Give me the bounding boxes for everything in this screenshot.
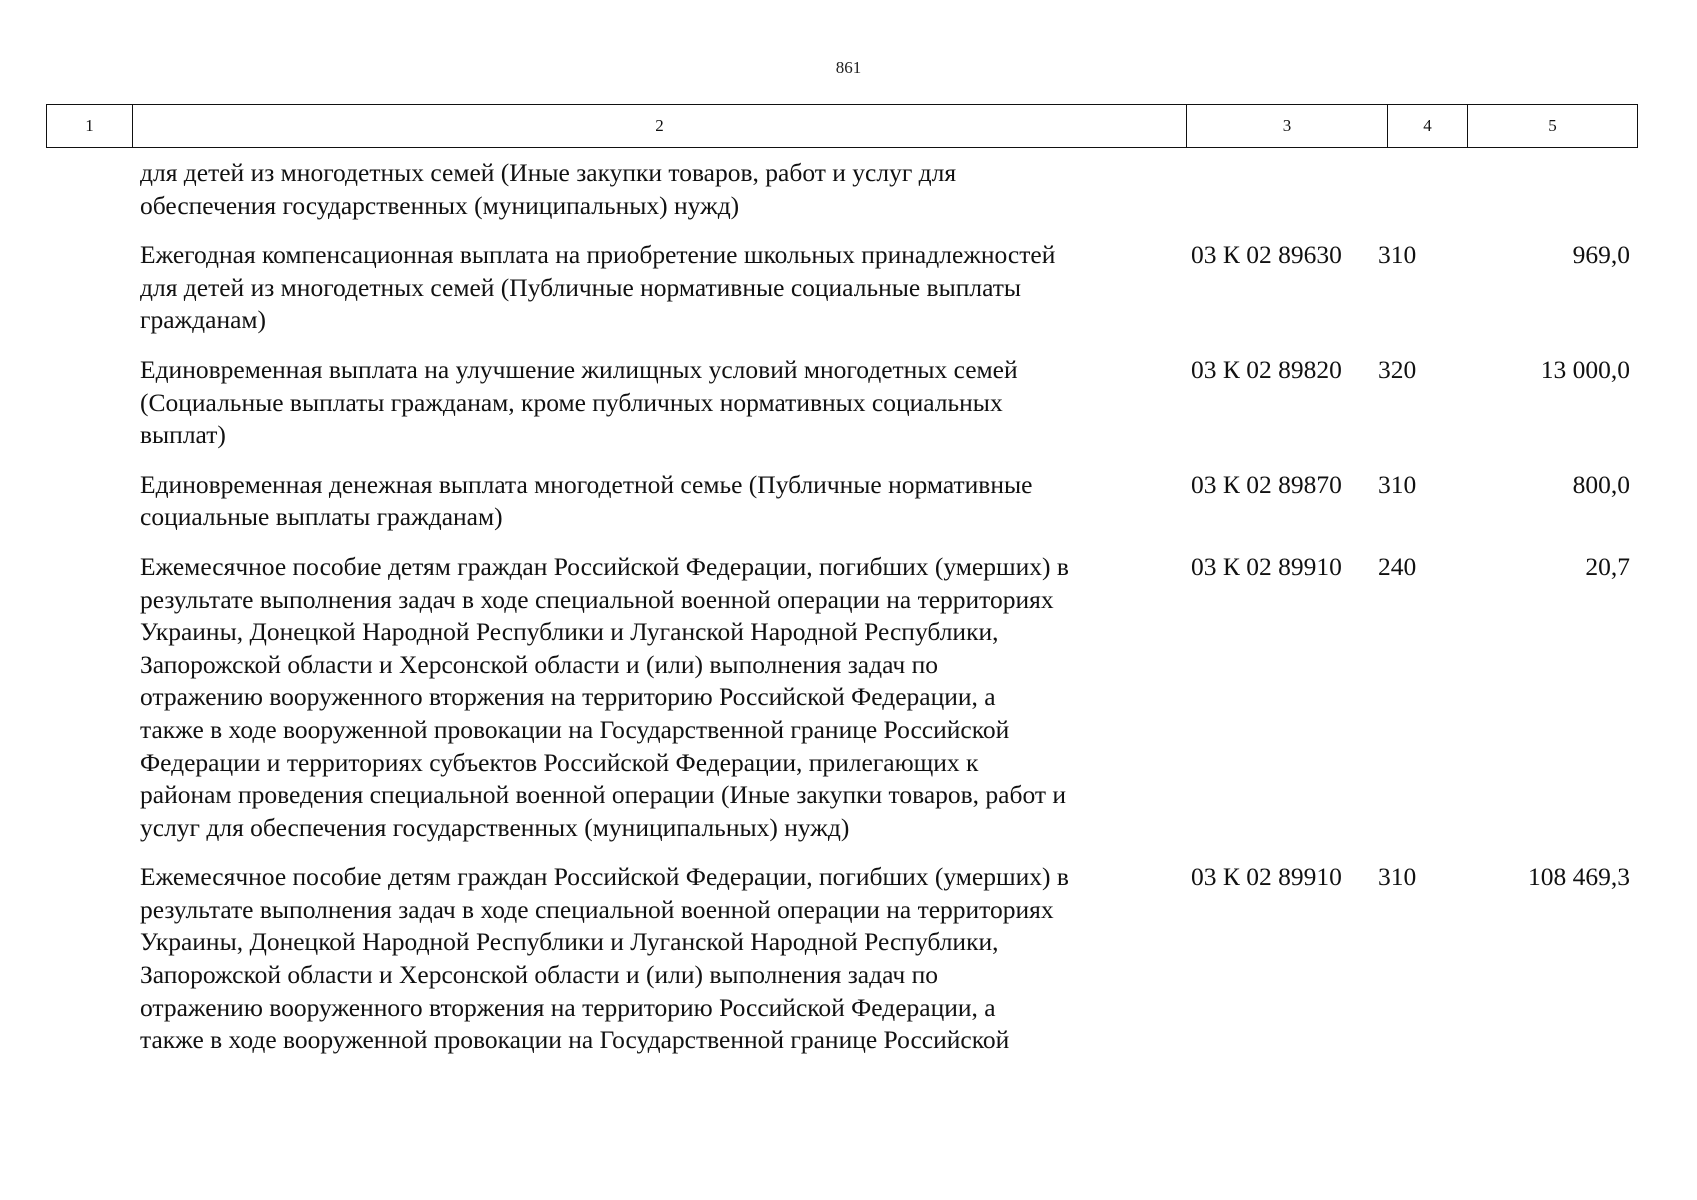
row-sum: 969,0 (1572, 240, 1630, 270)
header-col-1: 1 (47, 105, 133, 147)
row-code: 03 К 02 89820 (1191, 354, 1342, 384)
row-description: Ежемесячное пособие детям граждан Российской Федерации, погибших (умерших) в результате выполнения задач в ходе специальной военной операции на территориях Украины, Донецкой Народной Республики и Луганской Народной Республики, Запорожской области и Херсонской области и (или) выполнения задач по отражению вооруженного вторжения на территорию Российской Федерации, а также в ходе вооруженной провокации на Государственной границе Российской Федерации и территориях субъектов Российской Федерации, прилегающих к районам проведения специальной военной операции (Иные закупки товаров, работ и услуг для обеспечения государственных (муниципальных) нужд) (140, 551, 1069, 842)
table-row (0, 239, 1697, 337)
table-row (0, 354, 1697, 452)
page-number: 861 (835, 58, 862, 77)
row-sum: 108 469,3 (1528, 862, 1630, 892)
header-col-3: 3 (1187, 105, 1388, 147)
row-code: 03 К 02 89910 (1191, 551, 1342, 581)
table-row (0, 157, 1697, 222)
row-sum: 800,0 (1572, 469, 1630, 499)
row-expense-type: 240 (1378, 551, 1417, 581)
row-expense-type: 310 (1378, 862, 1417, 892)
row-description: для детей из многодетных семей (Иные закупки товаров, работ и услуг для обеспечения государственных (муниципальных) нужд) (140, 158, 957, 220)
header-col-5: 5 (1548, 116, 1557, 135)
row-code: 03 К 02 89910 (1191, 862, 1342, 892)
row-code: 03 К 02 89870 (1191, 469, 1342, 499)
row-description: Единовременная выплата на улучшение жилищных условий многодетных семей (Социальные выплаты гражданам, кроме публичных нормативных социальных выплат) (140, 354, 1018, 450)
header-col-4: 4 (1388, 105, 1468, 147)
row-description: Ежегодная компенсационная выплата на приобретение школьных принадлежностей для детей из многодетных семей (Публичные нормативные социальные выплаты гражданам) (140, 240, 1056, 335)
row-expense-type: 310 (1378, 469, 1417, 499)
table-header (46, 104, 1638, 148)
row-code: 03 К 02 89630 (1191, 240, 1342, 270)
row-sum: 13 000,0 (1540, 354, 1630, 384)
header-col-2: 2 (133, 105, 1187, 147)
table-row (0, 551, 1697, 844)
table-row (0, 469, 1697, 534)
table-body (0, 157, 1697, 1074)
row-expense-type: 320 (1378, 354, 1417, 384)
table-row (0, 861, 1697, 1057)
row-sum: 20,7 (1585, 551, 1630, 581)
row-description: Единовременная денежная выплата многодетной семье (Публичные нормативные социальные выплаты гражданам) (140, 469, 1033, 532)
row-description: Ежемесячное пособие детям граждан Российской Федерации, погибших (умерших) в результате выполнения задач в ходе специальной военной операции на территориях Украины, Донецкой Народной Республики и Луганской Народной Республики, Запорожской области и Херсонской области и (или) выполнения задач по отражению вооруженного вторжения на территорию Российской Федерации, а также в ходе вооруженной провокации на Государственной границе Российской (140, 862, 1069, 1055)
row-expense-type: 310 (1378, 240, 1417, 270)
